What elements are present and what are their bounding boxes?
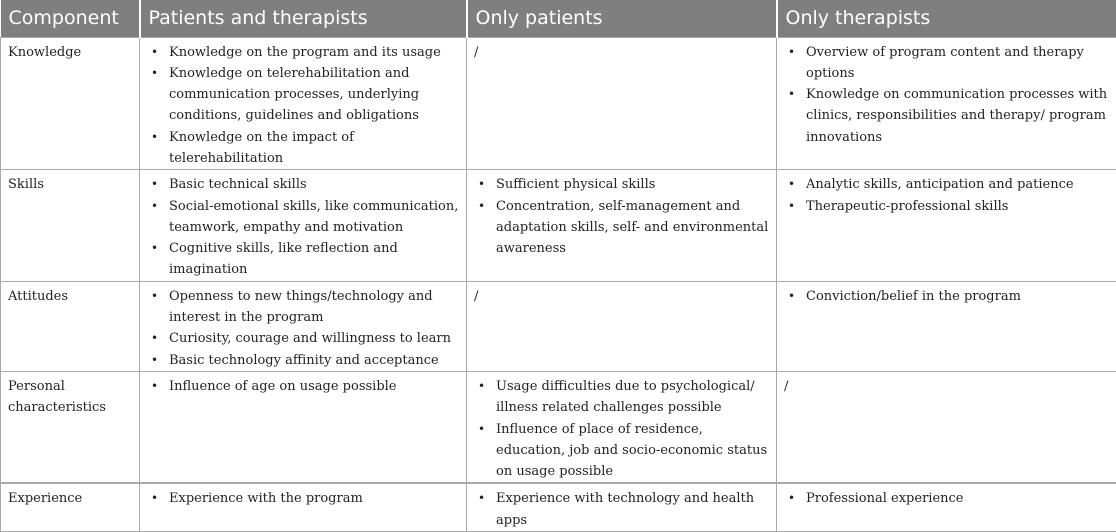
list-item: • Concentration, self-management and adaptation skills, self- and environmental awareness [474, 196, 770, 260]
list-item: • Experience with the program [147, 488, 460, 509]
list-item: • Openness to new things/technology and interest in the program [147, 286, 460, 329]
list-item: • Knowledge on the impact of telerehabilitation [147, 127, 460, 170]
list-item: • Conviction/belief in the program [784, 286, 1110, 307]
component-cell: Attitudes [1, 281, 140, 371]
table-row [1, 371, 1116, 483]
both-cell [140, 371, 467, 483]
therapists-cell [777, 170, 1116, 281]
header-only-therapists: Only therapists [777, 0, 1116, 37]
both-cell [140, 483, 467, 531]
table-row [1, 281, 1116, 371]
list-item: • Analytic skills, anticipation and patience [784, 174, 1110, 195]
component-cell: Experience [1, 483, 140, 531]
header-row [1, 0, 1116, 37]
list-item: • Social-emotional skills, like communication, teamwork, empathy and motivation [147, 196, 460, 239]
therapists-cell [777, 281, 1116, 371]
list-item: • Cognitive skills, like reflection and imagination [147, 238, 460, 281]
header-component: Component [1, 0, 140, 37]
component-cell: Personal characteristics [1, 371, 140, 483]
list-item: • Influence of age on usage possible [147, 376, 460, 397]
both-cell [140, 281, 467, 371]
list-item: • Overview of program content and therapy options [784, 42, 1110, 85]
component-cell: Knowledge [1, 37, 140, 170]
table-row [1, 170, 1116, 281]
list-item: • Basic technical skills [147, 174, 460, 195]
list-item: • Knowledge on communication processes with clinics, responsibilities and therapy/ program innovations [784, 84, 1110, 148]
component-cell: Skills [1, 170, 140, 281]
list-item: • Sufficient physical skills [474, 174, 770, 195]
list-item: • Experience with technology and health apps [474, 488, 770, 531]
header-patients-and-therapists: Patients and therapists [140, 0, 467, 37]
patients-cell: / [467, 281, 777, 371]
patients-cell [467, 170, 777, 281]
list-item: • Curiosity, courage and willingness to learn [147, 328, 460, 349]
table-row [1, 37, 1116, 170]
list-item: • Influence of place of residence, education, job and socio-economic status on usage possible [474, 419, 770, 483]
patients-cell [467, 483, 777, 531]
list-item: • Usage difficulties due to psychological/ illness related challenges possible [474, 376, 770, 419]
list-item: • Basic technology affinity and acceptance [147, 350, 460, 371]
list-item: • Knowledge on the program and its usage [147, 42, 460, 63]
list-item: • Professional experience [784, 488, 1110, 509]
patients-cell [467, 371, 777, 483]
list-item: • Therapeutic-professional skills [784, 196, 1110, 217]
therapists-cell [777, 483, 1116, 531]
list-item: • Knowledge on telerehabilitation and communication processes, underlying conditions, guidelines and obligations [147, 63, 460, 127]
therapists-cell [777, 37, 1116, 170]
therapists-cell: / [777, 371, 1116, 483]
both-cell [140, 170, 467, 281]
header-only-patients: Only patients [467, 0, 777, 37]
both-cell [140, 37, 467, 170]
patients-cell: / [467, 37, 777, 170]
table-row [1, 483, 1116, 531]
